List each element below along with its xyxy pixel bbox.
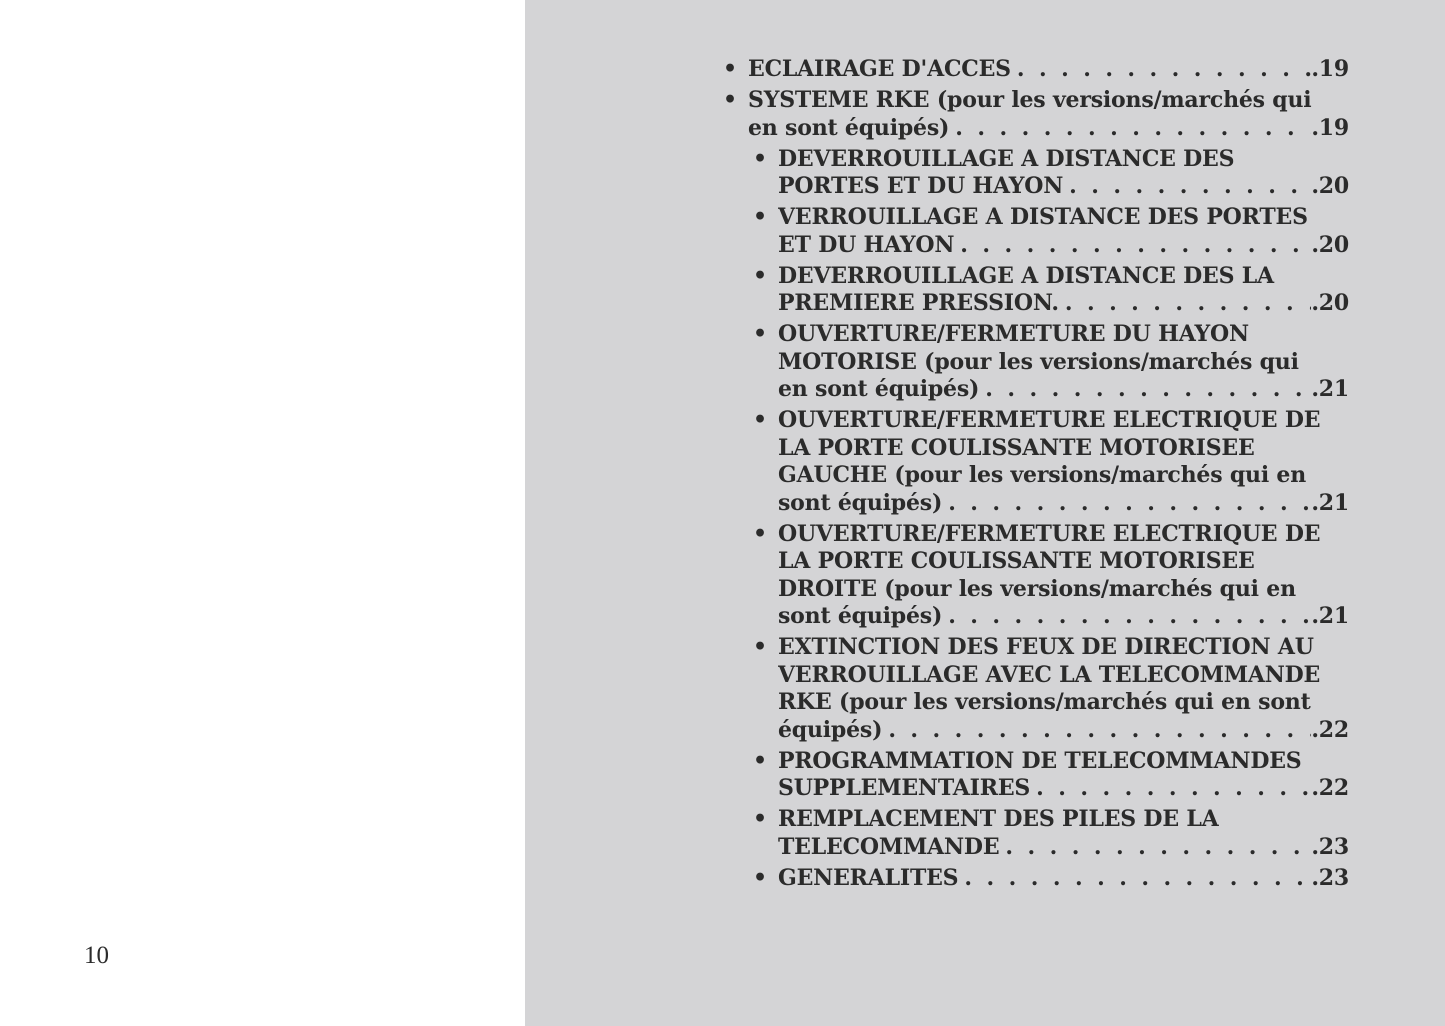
toc-entry-title-line: ECLAIRAGE D'ACCES: [748, 56, 1011, 82]
toc-subentry[interactable]: [753, 407, 1349, 517]
dot-leader: [964, 865, 1311, 893]
dot-leader: [955, 115, 1311, 143]
toc-entry-title-line: PROGRAMMATION DE TELECOMMANDES: [778, 747, 1302, 774]
toc-entry-title-line: DEVERROUILLAGE A DISTANCE DES LA: [778, 262, 1274, 289]
toc-entry-last-line: [778, 376, 1349, 404]
toc-page-number[interactable]: .21: [1311, 376, 1349, 402]
dot-leader: [1005, 834, 1311, 862]
toc-entry-last-line: [778, 775, 1349, 803]
toc-entry-title-line: DROITE (pour les versions/marchés qui en: [778, 575, 1296, 602]
toc-page-number[interactable]: .22: [1311, 775, 1349, 801]
dot-leader: [888, 717, 1311, 745]
bullet-icon: •: [753, 520, 767, 547]
bullet-icon: •: [753, 806, 767, 832]
page-number: 10: [84, 942, 109, 969]
toc-entry-last-line: [778, 834, 1349, 862]
toc-page-number[interactable]: .23: [1311, 864, 1349, 891]
toc-entry-title-line: GENERALITES: [778, 864, 959, 891]
bullet-icon: •: [753, 747, 767, 774]
toc-entry-last-line: [778, 173, 1349, 201]
toc-entry-title-line: SUPPLEMENTAIRES: [778, 775, 1031, 801]
toc-page-number[interactable]: .19: [1311, 114, 1349, 141]
toc-entry-last-line: [748, 115, 1349, 143]
table-of-contents: [723, 56, 1349, 896]
bullet-icon: •: [753, 634, 767, 660]
toc-entry-title-line: équipés): [778, 716, 883, 743]
toc-entry-title-line: PORTES ET DU HAYON: [778, 173, 1064, 199]
toc-entry-title-line: en sont équipés): [748, 114, 950, 141]
dot-leader: [948, 603, 1311, 631]
toc-subentry[interactable]: [753, 521, 1349, 631]
toc-entry[interactable]: [723, 56, 1349, 84]
dot-leader: [960, 232, 1311, 260]
toc-entry-title-line: VERROUILLAGE AVEC LA TELECOMMANDE: [778, 661, 1321, 688]
toc-entry-title-line: OUVERTURE/FERMETURE ELECTRIQUE DE: [778, 407, 1321, 433]
bullet-icon: •: [753, 407, 767, 433]
dot-leader: [1069, 173, 1311, 201]
toc-entry-title-line: TELECOMMANDE: [778, 833, 1000, 860]
toc-entry-title-line: OUVERTURE/FERMETURE ELECTRIQUE DE: [778, 520, 1321, 547]
dot-leader: [948, 490, 1311, 518]
toc-entry-title-line: EXTINCTION DES FEUX DE DIRECTION AU: [778, 634, 1314, 660]
toc-entry-last-line: [778, 717, 1349, 745]
toc-subentry[interactable]: [753, 321, 1349, 404]
toc-entry-title-line: SYSTEME RKE (pour les versions/marchés qui: [748, 87, 1312, 113]
toc-entry-last-line: [748, 56, 1349, 84]
toc-page-number[interactable]: .23: [1311, 833, 1349, 860]
dot-leader: [1036, 775, 1311, 803]
left-page: [0, 0, 525, 1026]
bullet-icon: •: [753, 321, 767, 347]
toc-page-number[interactable]: .20: [1311, 173, 1349, 199]
toc-subentry[interactable]: [753, 204, 1349, 259]
toc-subentry[interactable]: [753, 146, 1349, 201]
bullet-icon: •: [723, 56, 737, 82]
right-page: [525, 0, 1445, 1026]
bullet-icon: •: [753, 204, 767, 230]
toc-entry-title-line: VERROUILLAGE A DISTANCE DES PORTES: [778, 204, 1308, 230]
toc-page-number[interactable]: .21: [1311, 603, 1349, 629]
dot-leader: [1065, 290, 1311, 318]
toc-entry-last-line: [778, 603, 1349, 631]
toc-subentry[interactable]: [753, 865, 1349, 893]
toc-entry-last-line: [778, 490, 1349, 518]
bullet-icon: •: [753, 864, 767, 891]
toc-entry-title-line: sont équipés): [778, 489, 943, 516]
dot-leader: [985, 376, 1311, 404]
toc-page-number[interactable]: .21: [1311, 489, 1349, 516]
toc-entry-title-line: sont équipés): [778, 603, 943, 629]
toc-entry-title-line: ET DU HAYON: [778, 231, 955, 258]
toc-entry-title-line: REMPLACEMENT DES PILES DE LA: [778, 806, 1219, 832]
bullet-icon: •: [753, 145, 767, 172]
toc-entry-last-line: [778, 232, 1349, 260]
toc-entry-title-line: GAUCHE (pour les versions/marchés qui en: [778, 462, 1307, 488]
dot-leader: [1017, 56, 1311, 84]
toc-entry-last-line: [778, 865, 1349, 893]
toc-entry[interactable]: [723, 87, 1349, 142]
toc-page-number[interactable]: .19: [1311, 56, 1349, 82]
toc-entry-title-line: RKE (pour les versions/marchés qui en sont: [778, 689, 1311, 715]
toc-entry-title-line: en sont équipés): [778, 376, 980, 402]
bullet-icon: •: [723, 87, 737, 113]
toc-subentry[interactable]: [753, 748, 1349, 803]
toc-subentry[interactable]: [753, 263, 1349, 318]
toc-page-number[interactable]: .22: [1311, 716, 1349, 743]
toc-entry-title-line: MOTORISE (pour les versions/marchés qui: [778, 348, 1299, 375]
toc-subentry[interactable]: [753, 806, 1349, 861]
toc-subentry[interactable]: [753, 634, 1349, 744]
toc-page-number[interactable]: .20: [1311, 231, 1349, 258]
toc-entry-title-line: LA PORTE COULISSANTE MOTORISEE: [778, 548, 1255, 574]
toc-entry-last-line: [778, 290, 1349, 318]
toc-page-number[interactable]: .20: [1311, 290, 1349, 316]
toc-entry-title-line: DEVERROUILLAGE A DISTANCE DES: [778, 145, 1235, 172]
bullet-icon: •: [753, 262, 767, 289]
toc-entry-title-line: OUVERTURE/FERMETURE DU HAYON: [778, 321, 1249, 347]
toc-entry-title-line: LA PORTE COULISSANTE MOTORISEE: [778, 434, 1255, 461]
toc-entry-title-line: PREMIERE PRESSION.: [778, 290, 1059, 316]
